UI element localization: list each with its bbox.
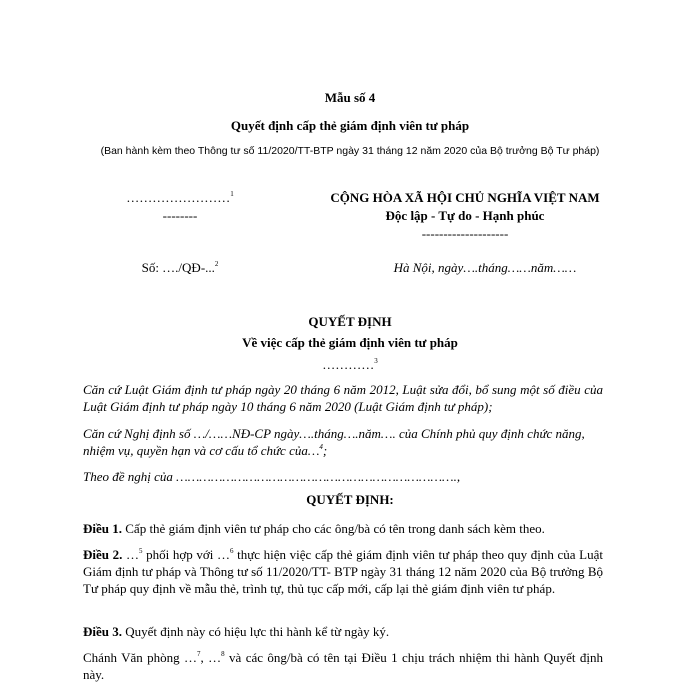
- article-2-label: Điều 2.: [83, 547, 123, 562]
- nation-name: CỘNG HÒA XÃ HỘI CHỦ NGHĨA VIỆT NAM: [330, 190, 600, 205]
- article-1: Điều 1. Cấp thẻ giám định viên tư pháp cho các ông/bà có tên trong danh sách kèm theo.: [83, 521, 545, 536]
- national-motto: Độc lập - Tự do - Hạnh phúc: [385, 208, 545, 223]
- footnote-ref: 1: [230, 189, 234, 198]
- footnote-ref: 4: [319, 442, 323, 451]
- agency-rule: --------: [162, 208, 198, 223]
- article-3: Điều 3. Quyết định này có hiệu lực thi hành kể từ ngày ký.: [83, 624, 390, 639]
- footnote-ref: 7: [197, 649, 201, 658]
- footnote-ref: 8: [221, 649, 225, 658]
- agency-name-blank: ……………………$^1$: [126, 189, 234, 205]
- form-number: Mẫu số 4: [324, 90, 376, 105]
- footnote-ref: 5: [139, 546, 143, 555]
- document-number: Số: …./QĐ-...$^2$: [141, 259, 219, 275]
- footnote-ref: 3: [374, 356, 378, 365]
- article-1-label: Điều 1.: [83, 521, 122, 536]
- execution-clause: Chánh Văn phòng …$^7$, …$^8$ và các ông/bà có tên tại Điều 1 chịu trách nhiệm thi hành Quyết định này.: [83, 649, 604, 682]
- decision-subject: Về việc cấp thẻ giám định viên tư pháp: [242, 335, 458, 350]
- place-and-date: Hà Nội, ngày….tháng……năm……: [393, 260, 577, 275]
- issuing-authority-blank: …………$^3$: [322, 356, 378, 372]
- national-block: [270, 190, 660, 242]
- article-3-label: Điều 3.: [83, 624, 122, 639]
- footnote-ref: 6: [229, 546, 234, 555]
- legal-basis-2: Căn cứ Nghị định số …/……NĐ-CP ngày….tháng….năm…. của Chính phủ quy định chức năng, nhiệm vụ, quyền hạn và cơ cấu tổ chức của…$^4$;: [83, 426, 585, 458]
- proposal-line: Theo đề nghị của ……………………………………………………………….,: [83, 469, 461, 484]
- article-2: Điều 2. …$^5$ phối hợp với …$^6$ thực hiện việc cấp thẻ giám định viên tư pháp theo quy định của Luật Giám định tư pháp và Thông tư số 11/2020/TT- BTP ngày 31 tháng 12 năm 2020 của Bộ trưởng Bộ Tư pháp quy định về mẫu thẻ, trình tự, thủ tục cấp mới, cấp lại thẻ giám định viên tư pháp.: [83, 546, 604, 596]
- footnote-ref: 2: [214, 259, 219, 268]
- decision-heading: QUYẾT ĐỊNH: [308, 314, 392, 329]
- motto-rule: --------------------: [421, 226, 509, 241]
- form-title: Quyết định cấp thẻ giám định viên tư pháp: [230, 118, 470, 133]
- agency-block: [80, 190, 280, 224]
- issued-with-note: (Ban hành kèm theo Thông tư số 11/2020/TT-BTP ngày 31 tháng 12 năm 2020 của Bộ trưởng Bộ Tư pháp): [100, 145, 600, 157]
- decides-heading: QUYẾT ĐỊNH:: [306, 492, 394, 507]
- legal-basis-1: Căn cứ Luật Giám định tư pháp ngày 20 tháng 6 năm 2012, Luật sửa đổi, bổ sung một số điều của Luật Giám định tư pháp ngày 10 tháng 6 năm 2020 (Luật Giám định tư pháp);: [83, 382, 603, 414]
